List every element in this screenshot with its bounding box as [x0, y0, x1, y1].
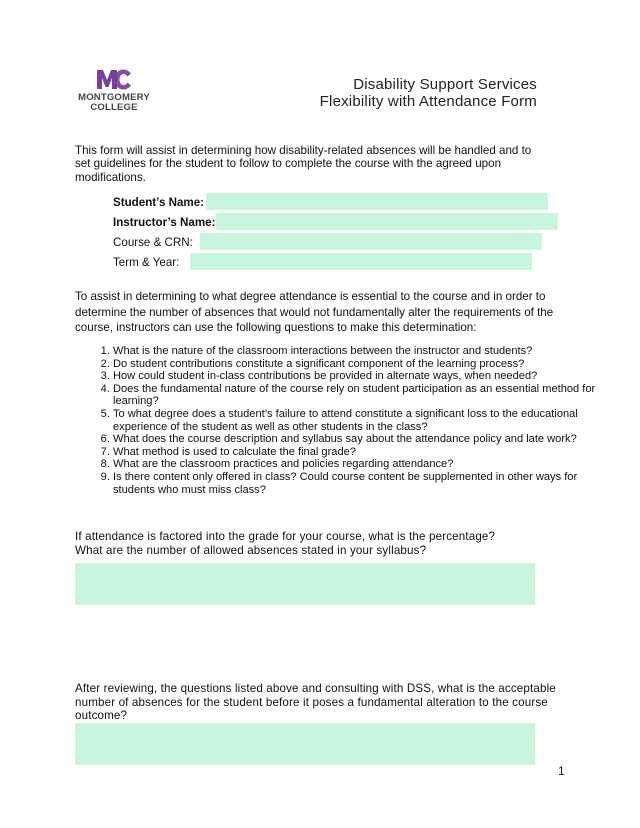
question-item: 5. To what degree does a student’s failure to attend constitute a significant loss to the educational experience of the student as well as other students in the class?: [113, 408, 603, 433]
course-crn-field[interactable]: [200, 233, 542, 250]
college-logo-text: [74, 93, 154, 113]
after-review-question: After reviewing, the questions listed above and consulting with DSS, what is the acceptable number of absences for the student before it poses a fundamental alteration to the course outcome?: [75, 682, 556, 722]
question-item: 6. What does the course description and syllabus say about the attendance policy and late work?: [113, 433, 603, 446]
question-item: 9. Is there content only offered in class? Could course content be supplemented in other ways for students who must miss class?: [113, 471, 603, 496]
logo-line-2: COLLEGE: [90, 102, 138, 113]
percentage-question-line-2: What are the number of allowed absences stated in your syllabus?: [75, 544, 427, 557]
percentage-answer-field[interactable]: [75, 563, 535, 605]
form-title: [320, 76, 537, 110]
percentage-question: [75, 530, 565, 558]
term-year-label: Term & Year:: [113, 256, 180, 269]
question-item: 7. What method is used to calculate the final grade?: [113, 446, 603, 459]
intro-paragraph: This form will assist in determining how disability-related absences will be handled and to set guidelines for the student to follow to complete the course with the agreed upon modifications.: [75, 144, 532, 184]
form-title-line-1: Disability Support Services: [353, 76, 537, 93]
student-name-label: Student’s Name:: [113, 196, 205, 209]
question-item: 2. Do student contributions constitute a significant component of the learning process?: [113, 358, 603, 371]
instructor-name-field[interactable]: [216, 213, 558, 230]
form-title-line-2: Flexibility with Attendance Form: [319, 93, 537, 110]
question-item: 4. Does the fundamental nature of the course rely on student participation as an essential method for learning?: [113, 383, 603, 408]
determination-paragraph: To assist in determining to what degree attendance is essential to the course and in order to determine the number of absences that would not fundamentally alter the requirements of the course, instructors can use the following questions to make this determination:: [75, 290, 554, 335]
question-item: 3. How could student in-class contributions be provided in alternate ways, when needed?: [113, 370, 603, 383]
term-year-field[interactable]: [190, 253, 532, 270]
after-review-answer-field[interactable]: [75, 723, 535, 765]
questions-list: [75, 345, 603, 496]
question-item: 8. What are the classroom practices and policies regarding attendance?: [113, 458, 603, 471]
question-item: 1. What is the nature of the classroom interactions between the instructor and students?: [113, 345, 603, 358]
student-name-field[interactable]: [206, 193, 548, 210]
course-crn-label: Course & CRN:: [113, 236, 193, 249]
page-number: 1: [558, 764, 565, 778]
logo-line-1: MONTGOMERY: [78, 92, 150, 103]
percentage-question-line-1: If attendance is factored into the grade for your course, what is the percentage?: [75, 530, 496, 543]
college-logo-icon: [96, 68, 132, 90]
instructor-name-label: Instructor’s Name:: [113, 216, 216, 229]
